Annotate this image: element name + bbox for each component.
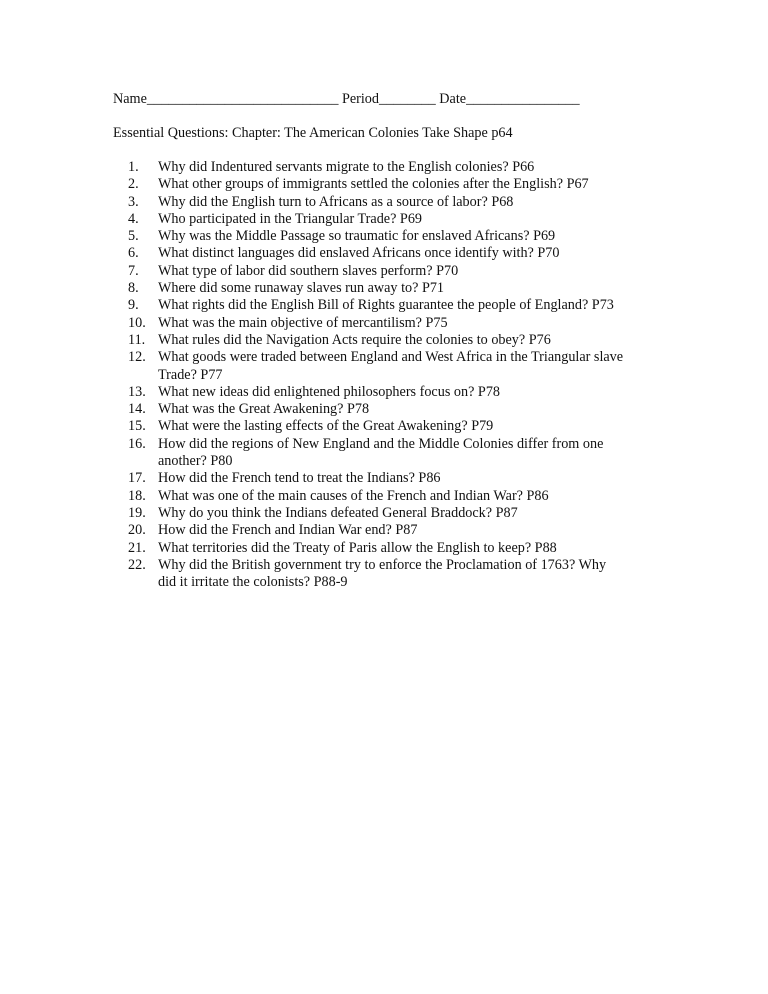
question-text xyxy=(158,418,673,435)
question-number: 18. xyxy=(128,487,146,504)
question-text xyxy=(158,349,673,384)
question-text-line: Where did some runaway slaves run away to? P71 xyxy=(158,280,445,297)
question-text-line: What rules did the Navigation Acts require the colonies to obey? P76 xyxy=(158,331,551,348)
question-text-line: How did the regions of New England and the Middle Colonies differ from one xyxy=(158,435,604,452)
question-text-line: How did the French tend to treat the Indians? P86 xyxy=(158,470,441,487)
question-item xyxy=(113,488,673,505)
question-item xyxy=(113,557,673,592)
question-number: 15. xyxy=(128,418,146,435)
question-number: 22. xyxy=(128,556,146,573)
question-number: 6. xyxy=(128,245,139,262)
question-item xyxy=(113,349,673,384)
question-text xyxy=(158,176,673,193)
question-number: 8. xyxy=(128,280,139,297)
question-number: 7. xyxy=(128,262,139,279)
question-number-cell xyxy=(113,245,158,262)
question-number: 3. xyxy=(128,193,139,210)
question-number: 11. xyxy=(128,331,146,348)
question-number-cell xyxy=(113,505,158,522)
question-number: 13. xyxy=(128,383,146,400)
question-number-cell xyxy=(113,228,158,245)
question-item xyxy=(113,211,673,228)
question-text xyxy=(158,522,673,539)
question-number-cell xyxy=(113,280,158,297)
question-text xyxy=(158,159,673,176)
question-text-line: What was one of the main causes of the French and Indian War? P86 xyxy=(158,487,549,504)
question-number: 19. xyxy=(128,504,146,521)
question-number: 4. xyxy=(128,210,139,227)
question-item xyxy=(113,263,673,280)
essential-questions-heading: Essential Questions: Chapter: The American Colonies Take Shape p64 xyxy=(113,125,513,141)
question-text xyxy=(158,297,673,314)
question-text xyxy=(158,228,673,245)
question-list xyxy=(113,159,673,591)
question-number-cell xyxy=(113,540,158,557)
question-number-cell xyxy=(113,557,158,592)
question-number: 17. xyxy=(128,470,146,487)
question-number: 21. xyxy=(128,539,146,556)
question-text xyxy=(158,488,673,505)
question-number-cell xyxy=(113,418,158,435)
question-item xyxy=(113,176,673,193)
question-number-cell xyxy=(113,384,158,401)
question-number-cell xyxy=(113,470,158,487)
question-item xyxy=(113,470,673,487)
question-text-line: What were the lasting effects of the Great Awakening? P79 xyxy=(158,418,494,435)
question-number: 9. xyxy=(128,297,139,314)
question-number: 5. xyxy=(128,228,139,245)
question-number-cell xyxy=(113,401,158,418)
question-number-cell xyxy=(113,488,158,505)
question-text xyxy=(158,245,673,262)
question-number: 20. xyxy=(128,522,146,539)
question-number: 14. xyxy=(128,401,146,418)
question-text-line: How did the French and Indian War end? P87 xyxy=(158,522,418,539)
question-number-cell xyxy=(113,522,158,539)
question-number-cell xyxy=(113,332,158,349)
question-item xyxy=(113,194,673,211)
question-text-line: Who participated in the Triangular Trade? P69 xyxy=(158,210,423,227)
question-item xyxy=(113,332,673,349)
question-item xyxy=(113,522,673,539)
question-text xyxy=(158,332,673,349)
question-text-line: did it irritate the colonists? P88-9 xyxy=(158,574,348,591)
question-item xyxy=(113,540,673,557)
question-text-line: What was the Great Awakening? P78 xyxy=(158,401,370,418)
question-text xyxy=(158,470,673,487)
question-item xyxy=(113,436,673,471)
question-item xyxy=(113,228,673,245)
question-item xyxy=(113,245,673,262)
question-text-line: Why did the British government try to enforce the Proclamation of 1763? Why xyxy=(158,556,607,573)
question-text-line: Trade? P77 xyxy=(158,366,223,383)
question-text-line: What rights did the English Bill of Rights guarantee the people of England? P73 xyxy=(158,297,614,314)
question-text-line: What other groups of immigrants settled the colonies after the English? P67 xyxy=(158,176,589,193)
question-item xyxy=(113,401,673,418)
question-text-line: What territories did the Treaty of Paris allow the English to keep? P88 xyxy=(158,539,557,556)
question-text xyxy=(158,505,673,522)
question-number-cell xyxy=(113,211,158,228)
question-text xyxy=(158,436,673,471)
question-number: 2. xyxy=(128,176,139,193)
question-number-cell xyxy=(113,176,158,193)
question-text-line: What type of labor did southern slaves perform? P70 xyxy=(158,262,459,279)
question-item xyxy=(113,384,673,401)
question-number-cell xyxy=(113,194,158,211)
question-text-line: Why was the Middle Passage so traumatic for enslaved Africans? P69 xyxy=(158,228,556,245)
question-item xyxy=(113,315,673,332)
question-number-cell xyxy=(113,436,158,471)
question-text-line: Why do you think the Indians defeated General Braddock? P87 xyxy=(158,504,518,521)
question-text xyxy=(158,540,673,557)
question-number-cell xyxy=(113,349,158,384)
question-item xyxy=(113,418,673,435)
question-number-cell xyxy=(113,315,158,332)
question-text-line: What goods were traded between England and West Africa in the Triangular slave xyxy=(158,349,624,366)
question-text xyxy=(158,263,673,280)
question-text xyxy=(158,557,673,592)
question-text-line: What distinct languages did enslaved Africans once identify with? P70 xyxy=(158,245,560,262)
question-text-line: Why did Indentured servants migrate to the English colonies? P66 xyxy=(158,159,535,175)
question-number-cell xyxy=(113,159,158,176)
question-number: 12. xyxy=(128,349,146,366)
question-number: 10. xyxy=(128,314,146,331)
question-text-line: another? P80 xyxy=(158,453,233,470)
question-number-cell xyxy=(113,263,158,280)
question-text xyxy=(158,401,673,418)
question-number-cell xyxy=(113,297,158,314)
question-item xyxy=(113,159,673,176)
question-number: 1. xyxy=(128,159,139,175)
question-text xyxy=(158,194,673,211)
question-text-line: What was the main objective of mercantilism? P75 xyxy=(158,314,448,331)
question-text xyxy=(158,384,673,401)
question-text xyxy=(158,211,673,228)
question-text-line: What new ideas did enlightened philosophers focus on? P78 xyxy=(158,383,501,400)
question-item xyxy=(113,505,673,522)
name-period-date-line: Name___________________________ Period________ Date________________ xyxy=(113,91,580,107)
question-item xyxy=(113,280,673,297)
question-number: 16. xyxy=(128,435,146,452)
question-text xyxy=(158,315,673,332)
question-text-line: Why did the English turn to Africans as a source of labor? P68 xyxy=(158,193,514,210)
question-text xyxy=(158,280,673,297)
question-item xyxy=(113,297,673,314)
